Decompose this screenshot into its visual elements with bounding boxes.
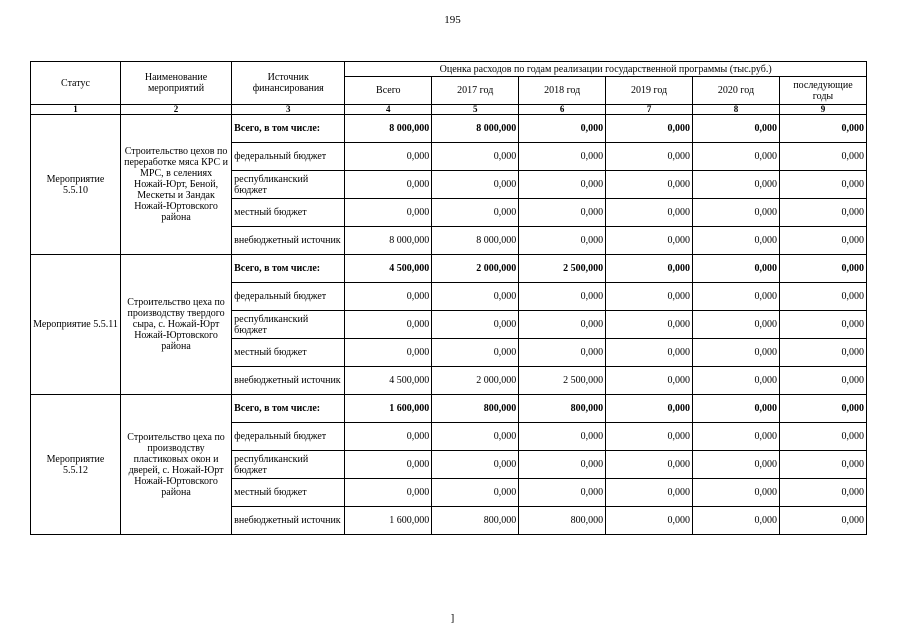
amount-cell: 8 000,000 — [345, 227, 432, 255]
amount-cell: 0,000 — [519, 423, 606, 451]
amount-cell: 2 000,000 — [432, 255, 519, 283]
header-year-later: последующие годы — [779, 77, 866, 105]
amount-cell: 0,000 — [345, 199, 432, 227]
amount-cell: 0,000 — [606, 479, 693, 507]
header-name: Наименование мероприятий — [120, 62, 231, 105]
column-number: 9 — [779, 105, 866, 115]
amount-cell: 0,000 — [432, 451, 519, 479]
amount-cell: 0,000 — [606, 507, 693, 535]
amount-cell: 2 500,000 — [519, 367, 606, 395]
amount-cell: 0,000 — [693, 367, 780, 395]
amount-cell: 0,000 — [606, 423, 693, 451]
amount-cell: 0,000 — [693, 479, 780, 507]
amount-cell: 0,000 — [519, 283, 606, 311]
amount-cell: 4 500,000 — [345, 255, 432, 283]
footer-mark: ] — [450, 612, 455, 624]
table-row — [31, 255, 867, 283]
measure-status: Мероприятие 5.5.11 — [31, 255, 121, 395]
amount-cell: 8 000,000 — [345, 115, 432, 143]
amount-cell: 0,000 — [606, 199, 693, 227]
column-number: 1 — [31, 105, 121, 115]
header-year-2019: 2019 год — [606, 77, 693, 105]
column-number: 6 — [519, 105, 606, 115]
amount-cell: 0,000 — [606, 367, 693, 395]
amount-cell: 0,000 — [519, 171, 606, 199]
funding-source: федеральный бюджет — [232, 283, 345, 311]
amount-cell: 0,000 — [779, 395, 866, 423]
table-row — [31, 395, 867, 423]
amount-cell: 0,000 — [606, 115, 693, 143]
amount-cell: 0,000 — [345, 143, 432, 171]
amount-cell: 0,000 — [693, 395, 780, 423]
amount-cell: 0,000 — [606, 255, 693, 283]
header-year-2020: 2020 год — [693, 77, 780, 105]
amount-cell: 1 600,000 — [345, 395, 432, 423]
funding-source: Всего, в том числе: — [232, 255, 345, 283]
amount-cell: 0,000 — [693, 507, 780, 535]
amount-cell: 8 000,000 — [432, 115, 519, 143]
amount-cell: 0,000 — [693, 171, 780, 199]
amount-cell: 4 500,000 — [345, 367, 432, 395]
column-number: 5 — [432, 105, 519, 115]
funding-source: внебюджетный источник — [232, 507, 345, 535]
amount-cell: 0,000 — [519, 451, 606, 479]
amount-cell: 0,000 — [606, 171, 693, 199]
amount-cell: 0,000 — [519, 227, 606, 255]
amount-cell: 0,000 — [779, 199, 866, 227]
amount-cell: 0,000 — [693, 423, 780, 451]
amount-cell: 8 000,000 — [432, 227, 519, 255]
funding-source: федеральный бюджет — [232, 423, 345, 451]
amount-cell: 0,000 — [779, 507, 866, 535]
column-number-row — [31, 105, 867, 115]
amount-cell: 0,000 — [606, 227, 693, 255]
measure-status: Мероприятие 5.5.12 — [31, 395, 121, 535]
amount-cell: 0,000 — [345, 171, 432, 199]
amount-cell: 800,000 — [519, 507, 606, 535]
amount-cell: 0,000 — [606, 283, 693, 311]
amount-cell: 0,000 — [432, 283, 519, 311]
amount-cell: 0,000 — [693, 115, 780, 143]
amount-cell: 0,000 — [779, 311, 866, 339]
amount-cell: 0,000 — [432, 143, 519, 171]
funding-source: Всего, в том числе: — [232, 115, 345, 143]
amount-cell: 0,000 — [432, 339, 519, 367]
amount-cell: 0,000 — [519, 311, 606, 339]
amount-cell: 0,000 — [345, 311, 432, 339]
amount-cell: 1 600,000 — [345, 507, 432, 535]
amount-cell: 0,000 — [779, 479, 866, 507]
header-status: Статус — [31, 62, 121, 105]
measure-status: Мероприятие 5.5.10 — [31, 115, 121, 255]
amount-cell: 0,000 — [779, 171, 866, 199]
amount-cell: 0,000 — [693, 311, 780, 339]
amount-cell: 0,000 — [519, 199, 606, 227]
amount-cell: 0,000 — [779, 283, 866, 311]
amount-cell: 0,000 — [432, 423, 519, 451]
measure-name: Строительство цеха по производству пластиковых окон и дверей, с. Ножай-Юрт Ножай-Юртовского района — [120, 395, 231, 535]
funding-source: местный бюджет — [232, 339, 345, 367]
header-year-2017: 2017 год — [432, 77, 519, 105]
amount-cell: 0,000 — [779, 115, 866, 143]
amount-cell: 0,000 — [693, 199, 780, 227]
amount-cell: 0,000 — [519, 143, 606, 171]
funding-source: внебюджетный источник — [232, 227, 345, 255]
amount-cell: 800,000 — [519, 395, 606, 423]
header-year-total: Всего — [345, 77, 432, 105]
amount-cell: 0,000 — [779, 423, 866, 451]
amount-cell: 0,000 — [519, 115, 606, 143]
amount-cell: 0,000 — [779, 143, 866, 171]
amount-cell: 0,000 — [606, 311, 693, 339]
column-number: 7 — [606, 105, 693, 115]
amount-cell: 800,000 — [432, 507, 519, 535]
measure-name: Строительство цеха по производству твердого сыра, с. Ножай-Юрт Ножай-Юртовского района — [120, 255, 231, 395]
column-number: 2 — [120, 105, 231, 115]
amount-cell: 2 500,000 — [519, 255, 606, 283]
amount-cell: 0,000 — [345, 283, 432, 311]
amount-cell: 0,000 — [779, 339, 866, 367]
table-row — [31, 115, 867, 143]
amount-cell: 0,000 — [345, 423, 432, 451]
amount-cell: 0,000 — [345, 479, 432, 507]
amount-cell: 0,000 — [693, 339, 780, 367]
funding-source: местный бюджет — [232, 479, 345, 507]
amount-cell: 0,000 — [345, 451, 432, 479]
funding-source: республиканский бюджет — [232, 451, 345, 479]
amount-cell: 0,000 — [432, 199, 519, 227]
amount-cell: 0,000 — [606, 143, 693, 171]
funding-source: внебюджетный источник — [232, 367, 345, 395]
measure-name: Строительство цехов по переработке мяса КРС и МРС, в селениях Ножай-Юрт, Беной, Мескеты и Зандак Ножай-Юртовского района — [120, 115, 231, 255]
funding-source: Всего, в том числе: — [232, 395, 345, 423]
amount-cell: 0,000 — [779, 367, 866, 395]
amount-cell: 0,000 — [779, 255, 866, 283]
header-estimate: Оценка расходов по годам реализации государственной программы (тыс.руб.) — [345, 62, 867, 77]
funding-source: республиканский бюджет — [232, 311, 345, 339]
amount-cell: 0,000 — [345, 339, 432, 367]
amount-cell: 0,000 — [693, 143, 780, 171]
amount-cell: 800,000 — [432, 395, 519, 423]
amount-cell: 0,000 — [432, 171, 519, 199]
amount-cell: 0,000 — [779, 451, 866, 479]
amount-cell: 2 000,000 — [432, 367, 519, 395]
amount-cell: 0,000 — [606, 395, 693, 423]
amount-cell: 0,000 — [606, 339, 693, 367]
column-number: 8 — [693, 105, 780, 115]
amount-cell: 0,000 — [693, 255, 780, 283]
header-source: Источник финансирования — [232, 62, 345, 105]
amount-cell: 0,000 — [693, 451, 780, 479]
amount-cell: 0,000 — [693, 227, 780, 255]
page-number: 195 — [444, 14, 461, 26]
column-number: 4 — [345, 105, 432, 115]
amount-cell: 0,000 — [519, 339, 606, 367]
amount-cell: 0,000 — [779, 227, 866, 255]
funding-source: республиканский бюджет — [232, 171, 345, 199]
amount-cell: 0,000 — [693, 283, 780, 311]
funding-source: местный бюджет — [232, 199, 345, 227]
amount-cell: 0,000 — [606, 451, 693, 479]
header-year-2018: 2018 год — [519, 77, 606, 105]
funding-source: федеральный бюджет — [232, 143, 345, 171]
amount-cell: 0,000 — [432, 479, 519, 507]
column-number: 3 — [232, 105, 345, 115]
amount-cell: 0,000 — [519, 479, 606, 507]
budget-table — [30, 61, 867, 535]
table-body — [31, 115, 867, 535]
amount-cell: 0,000 — [432, 311, 519, 339]
